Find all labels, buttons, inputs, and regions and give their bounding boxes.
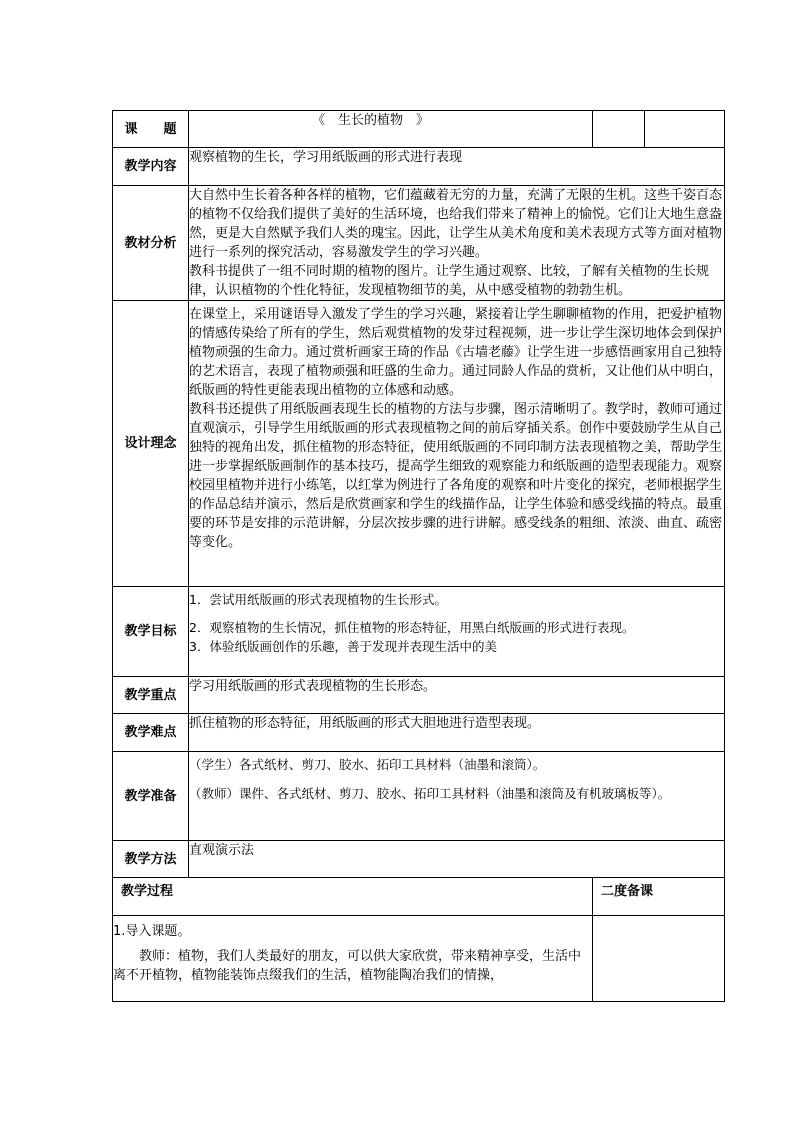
method-row xyxy=(113,841,725,878)
title-label: 课 题 xyxy=(113,111,189,148)
content-row xyxy=(113,148,725,186)
revision-notes-cell xyxy=(593,916,725,1002)
goal-item-2: 2．观察植物的生长情况，抓住植物的形态特征，用黑白纸版画的形式进行表现。 xyxy=(189,620,635,635)
analysis-paragraph-1: 大自然中生长着各种各样的植物，它们蕴藏着无穷的力量，充满了无限的生机。这些千姿百态的植物不仅给我们提供了美好的生活环境，也给我们带来了精神上的愉悦。它们让大地生意盎然，更是大自然赋予我们人类的瑰宝。因此，让学生从美术角度和美术表现方式等方面对植物进行一系列的探究活动，容易激发学生的学习兴趣。 xyxy=(189,188,723,260)
concept-paragraph-1: 在课堂上，采用谜语导入激发了学生的学习兴趣，紧接着让学生聊聊植物的作用，把爱护植物的情感传染给了所有的学生，然后观赏植物的发芽过程视频，进一步让学生深切地体会到保护植物顽强的生命力。通过赏析画家王琦的作品《古墙老藤》让学生进一步感悟画家用自己独特的艺术语言，表现了植物顽强和旺盛的生命力。通过同龄人作品的赏析，又让他们从中明白，纸版画的特性更能表现出植物的立体感和动感。 xyxy=(189,307,723,398)
process-body xyxy=(113,916,593,1002)
process-step-1: 1.导入课题。 xyxy=(113,924,191,939)
difficulty-row xyxy=(113,714,725,752)
difficulty-text: 抓住植物的形态特征，用纸版画的形式大胆地进行造型表现。 xyxy=(189,714,725,752)
goal-item-3: 3．体验纸版画创作的乐趣，善于发现并表现生活中的美 xyxy=(189,639,497,654)
process-label: 教学过程 xyxy=(113,878,593,916)
lesson-title: 《 生长的植物 》 xyxy=(189,111,593,148)
analysis-row xyxy=(113,186,725,301)
title-row xyxy=(113,111,725,148)
process-header-row xyxy=(113,878,725,916)
content-label: 教学内容 xyxy=(113,148,189,186)
prep-teacher: （教师）课件、各式纸材、剪刀、胶水、拓印工具材料（油墨和滚筒及有机玻璃板等）。 xyxy=(189,786,671,801)
difficulty-label: 教学难点 xyxy=(113,714,189,752)
content-text: 观察植物的生长，学习用纸版画的形式进行表现 xyxy=(189,148,725,186)
title-extra-cell-1 xyxy=(593,111,645,148)
process-body-row xyxy=(113,916,725,1002)
title-extra-cell-2 xyxy=(645,111,725,148)
prep-student: （学生）各式纸材、剪刀、胶水、拓印工具材料（油墨和滚筒）。 xyxy=(189,757,546,772)
analysis-label: 教材分析 xyxy=(113,186,189,301)
prep-text xyxy=(189,752,725,841)
concept-row xyxy=(113,301,725,587)
revision-label: 二度备课 xyxy=(593,878,725,916)
concept-label: 设计理念 xyxy=(113,301,189,587)
analysis-paragraph-2: 教科书提供了一组不同时期的植物的图片。让学生通过观察、比较，了解有关植物的生长规律，认识植物的个性化特征，发现植物细节的美，从中感受植物的勃勃生机。 xyxy=(189,264,710,298)
method-label: 教学方法 xyxy=(113,841,189,878)
analysis-text xyxy=(189,186,725,301)
key-text: 学习用纸版画的形式表现植物的生长形态。 xyxy=(189,677,725,714)
goals-list xyxy=(189,587,725,677)
goal-item-1: 1．尝试用纸版画的形式表现植物的生长形式。 xyxy=(189,592,447,607)
process-paragraph-1: 教师：植物，我们人类最好的朋友，可以供大家欣赏，带来精神享受，生活中离不开植物，植物能装饰点缀我们的生活，植物能陶冶我们的情操， xyxy=(113,949,582,983)
key-label: 教学重点 xyxy=(113,677,189,714)
concept-paragraph-2: 教科书还提供了用纸版画表现生长的植物的方法与步骤，图示清晰明了。教学时，教师可通过直观演示，引导学生用纸版画的形式表现植物之间的前后穿插关系。创作中要鼓励学生从自己独特的视角出发，抓住植物的形态特征，使用纸版画的不同印制方法表现植物之美，帮助学生进一步掌握纸版画制作的基本技巧，提高学生细致的观察能力和纸版画的造型表现能力。观察校园里植物并进行小练笔，以红掌为例进行了各角度的观察和叶片变化的探究，老师根据学生的作品总结并演示，然后是欣赏画家和学生的线描作品，让学生体验和感受线描的特点。最重要的环节是安排的示范讲解，分层次按步骤的进行讲解。感受线条的粗细、浓淡、曲直、疏密等变化。 xyxy=(189,402,723,550)
prep-label: 教学准备 xyxy=(113,752,189,841)
goals-row xyxy=(113,587,725,677)
concept-text xyxy=(189,301,725,587)
key-row xyxy=(113,677,725,714)
method-text: 直观演示法 xyxy=(189,841,725,878)
lesson-plan-table xyxy=(112,110,725,1002)
goals-label: 教学目标 xyxy=(113,587,189,677)
prep-row xyxy=(113,752,725,841)
